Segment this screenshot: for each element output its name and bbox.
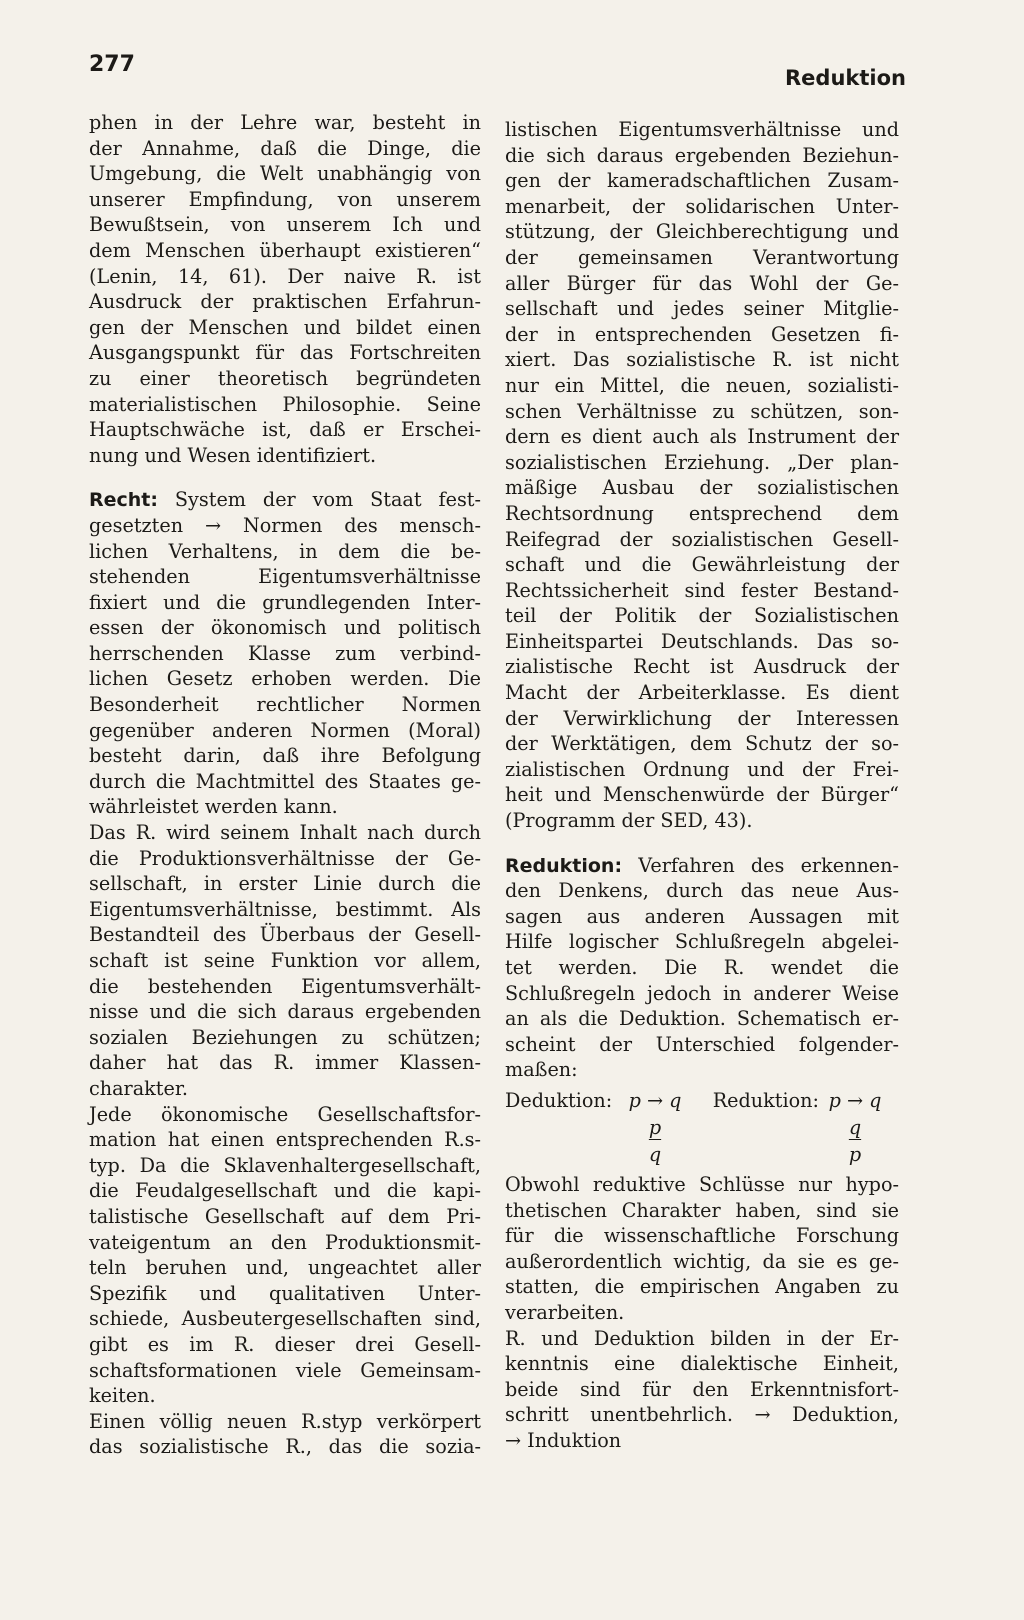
text-line: der Annahme, daß die Dinge, die [89,136,481,160]
deduktion-minor: p [648,1115,662,1139]
entry-recht [89,487,481,1460]
text-line: dern es dient auch als Instrument der [505,425,899,449]
text-line: fixiert und die grundlegenden Inter- [89,590,481,614]
text-line: Besonderheit rechtlicher Normen [89,693,481,717]
reduktion-minor: q [848,1115,862,1139]
text-line: sellschaft, in erster Linie durch die [89,872,481,896]
text-line: essen der ökonomisch und politisch [89,616,481,640]
text-line: zialistische Recht ist Ausdruck der [505,655,899,679]
text-line: Bewußtsein, von unserem Ich und [89,213,481,237]
text-line: beide sind für den Erkenntnisfort- [505,1377,899,1401]
text-line: der Werktätigen, dem Schutz der so- [505,732,899,756]
text-line: den Denkens, durch das neue Aus- [505,879,899,903]
text-line: → Induktion [505,1428,622,1452]
left-column [89,110,481,1460]
text-line: herrschenden Klasse zum verbind- [89,641,481,665]
deduktion-premise: p → q [628,1088,682,1112]
text-line: daher hat das R. immer Klassen- [89,1051,481,1075]
text-line: materialistischen Philosophie. Seine [89,392,481,416]
text-line: dem Menschen überhaupt existieren“ [89,238,481,262]
text-line: Spezifik und qualitativen Unter- [89,1281,481,1305]
reduktion-conclusion: p [848,1142,862,1166]
text-line: die Produktionsverhältnisse der Ge- [89,846,481,870]
text-line [89,487,481,513]
text-fragment: Verfahren des erkennen- [622,853,899,877]
text-line: Obwohl reduktive Schlüsse nur hypo- [505,1172,899,1196]
text-line: lichen Gesetz erhoben werden. Die [89,667,481,691]
text-line: teil der Politik der Sozialistischen [505,604,899,628]
text-line: verarbeiten. [505,1300,625,1324]
text-line: gen der kameradschaftlichen Zusam- [505,169,899,193]
text-line: zu einer theoretisch begründeten [89,366,481,390]
text-line: heit und Menschenwürde der Bürger“ [505,783,899,807]
text-line: der gemeinsamen Verantwortung [505,245,899,269]
deduktion-conclusion: q [648,1142,662,1166]
text-line: mäßige Ausbau der sozialistischen [505,476,899,500]
text-line: kenntnis eine dialektische Einheit, [505,1352,899,1376]
realism-continuation [89,110,481,468]
text-line: keiten. [89,1384,156,1408]
text-line: Ausgangspunkt für das Fortschreiten [89,341,481,365]
text-line: schaftsformationen viele Gemeinsam- [89,1358,481,1382]
text-line: die sich daraus ergebenden Beziehun- [505,143,899,167]
text-line: Reifegrad der sozialistischen Gesell- [505,527,899,551]
text-line: maßen: [505,1058,578,1082]
text-line: zialistischen Ordnung und der Frei- [505,757,899,781]
text-line: sozialen Beziehungen zu schützen; [89,1025,481,1049]
text-line: Ausdruck der praktischen Erfahrun- [89,290,481,314]
text-line: phen in der Lehre war, besteht in [89,111,481,134]
text-line: Hauptschwäche ist, daß er Erschei- [89,418,481,442]
text-line: gen der Menschen und bildet einen [89,315,481,339]
text-line: (Lenin, 14, 61). Der naive R. ist [89,264,481,288]
text-line: sagen aus anderen Aussagen mit [505,904,899,928]
text-line: menarbeit, der solidarischen Unter- [505,194,899,218]
text-line: stehenden Eigentumsverhältnisse [89,565,481,589]
text-line: lichen Verhaltens, in dem die be- [89,539,481,563]
text-line: typ. Da die Sklavenhaltergesellschaft, [89,1153,481,1177]
text-line: Umgebung, die Welt unabhängig von [89,162,481,186]
text-line: vateigentum an den Produktionsmit- [89,1230,481,1254]
text-line: besteht darin, daß ihre Befolgung [89,744,481,768]
text-line: Macht der Arbeiterklasse. Es dient [505,681,899,705]
text-line: schritt unentbehrlich. → Deduktion, [505,1403,899,1427]
text-line: nur ein Mittel, die neuen, sozialisti- [505,373,899,397]
text-line: Das R. wird seinem Inhalt nach durch [89,821,481,845]
text-line: talistische Gesellschaft auf dem Pri- [89,1204,481,1228]
text-line: schiede, Ausbeutergesellschaften sind, [89,1307,481,1331]
text-line: gibt es im R. dieser drei Gesell- [89,1332,481,1356]
text-line: die bestehenden Eigentumsverhält- [89,974,481,998]
text-line: Rechtssicherheit sind fester Bestand- [505,578,899,602]
text-line: nisse und die sich daraus ergebenden [89,1000,481,1024]
right-column [505,117,899,1454]
text-line: Bestandteil des Überbaus der Gesell- [89,923,481,947]
text-line: schaft und die Gewährleistung der [505,553,899,577]
text-line: unserer Empfindung, von unserem [89,187,481,211]
text-line: aller Bürger für das Wohl der Ge- [505,271,899,295]
text-line: mation hat einen entsprechenden R.s- [89,1128,481,1152]
text-line: die Feudalgesellschaft und die kapi- [89,1179,481,1203]
text-line: schen Verhältnisse zu schützen, son- [505,399,899,423]
deduktion-label: Deduktion: [505,1088,613,1112]
text-line: für die wissenschaftliche Forschung [505,1224,899,1248]
text-line: Einen völlig neuen R.styp verkörpert [89,1409,481,1433]
text-line: tet werden. Die R. wendet die [505,956,899,979]
entry-reduktion [505,853,899,1454]
text-line: (Programm der SED, 43). [505,809,753,833]
text-line: statten, die empirischen Angaben zu [505,1275,899,1299]
text-line: Jede ökonomische Gesellschaftsfor- [89,1102,481,1126]
text-line: teln beruhen und, ungeachtet aller [89,1256,481,1280]
text-line: Einheitspartei Deutschlands. Das so- [505,629,899,653]
text-line: außerordentlich wichtig, da sie es ge- [505,1249,899,1273]
inference-schema [505,1087,899,1168]
text-line: Hilfe logischer Schlußregeln abgelei- [505,930,899,954]
page-number: 277 [89,52,135,77]
text-line: Eigentumsverhältnisse, bestimmt. Als [89,897,481,921]
text-line: Schlußregeln jedoch in anderer Weise [505,981,899,1005]
text-line: xiert. Das sozialistische R. ist nicht [505,348,899,372]
text-line: durch die Machtmittel des Staates ge- [89,769,481,793]
text-line: gesetzten → Normen des mensch- [89,513,481,537]
text-line: nung und Wesen identifiziert. [89,443,377,467]
text-line: scheint der Unterschied folgender- [505,1032,899,1056]
text-line: der in entsprechenden Gesetzen fi- [505,322,899,346]
running-head: Reduktion [785,66,906,90]
headword: Recht: [89,489,158,512]
text-line: sozialistischen Erziehung. „Der plan- [505,450,899,474]
text-line: schaft ist seine Funktion vor allem, [89,949,481,972]
text-line: sellschaft und jedes seiner Mitglie- [505,297,899,321]
reduktion-label: Reduktion: [712,1088,819,1112]
recht-continuation [505,117,899,834]
text-line: der Verwirklichung der Interessen [505,706,899,730]
headword: Reduktion: [505,854,623,877]
text-line: Rechtsordnung entsprechend dem [505,501,899,525]
text-line: thetischen Charakter haben, sind sie [505,1198,899,1222]
text-line: gegenüber anderen Normen (Moral) [89,718,481,742]
text-line: stützung, der Gleichberechtigung und [505,220,899,244]
text-fragment: System der vom Staat fest- [158,488,481,512]
text-line [505,853,899,879]
text-line: listischen Eigentumsverhältnisse und [505,118,899,141]
text-line: währleistet werden kann. [89,795,338,819]
text-line: das sozialistische R., das die sozia- [89,1435,481,1459]
text-line: charakter. [89,1076,189,1100]
reduktion-premise: p → q [828,1088,882,1112]
text-line: an als die Deduktion. Schematisch er- [505,1007,899,1031]
text-line: R. und Deduktion bilden in der Er- [505,1326,899,1350]
